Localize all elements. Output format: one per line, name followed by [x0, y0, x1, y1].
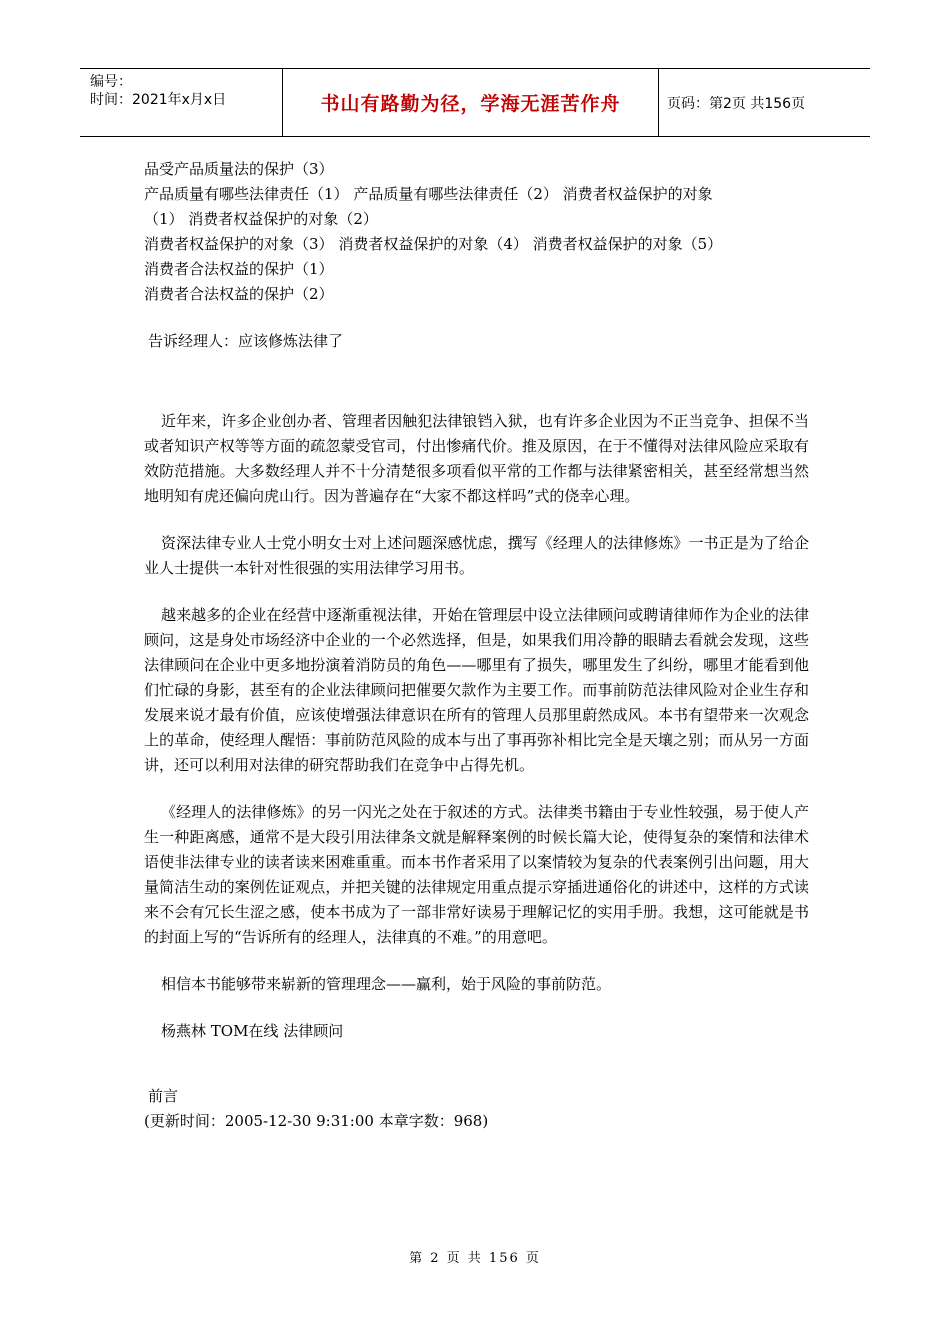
toc-line: 消费者权益保护的对象（3） 消费者权益保护的对象（4） 消费者权益保护的对象（5）: [144, 235, 723, 253]
page-header: [80, 68, 870, 137]
toc-line: 产品质量有哪些法律责任（1） 产品质量有哪些法律责任（2） 消费者权益保护的对象: [144, 185, 713, 203]
page-footer: 第 2 页 共 156 页: [409, 1251, 541, 1266]
header-motto: 书山有路勤为径，学海无涯苦作舟: [283, 69, 659, 136]
body-paragraph: 《经理人的法律修炼》的另一闪光之处在于叙述的方式。法律类书籍由于专业性较强，易于使人产生一种距离感，通常不是大段引用法律条文就是解释案例的时候长篇大论，使得复杂的案情和法律术语使非法律专业的读者读来困难重重。而本书作者采用了以案情较为复杂的代表案例引出问题，用大量简洁生动的案例佐证观点，并把关键的法律规定用重点提示穿插进通俗化的讲述中，这样的方式读来不会有冗长生涩之感，使本书成为了一部非常好读易于理解记忆的实用手册。我想，这可能就是书的封面上写的“告诉所有的经理人，法律真的不难。”的用意吧。: [144, 803, 809, 946]
toc-line: 品受产品质量法的保护（3）: [144, 160, 334, 178]
toc-line: 消费者合法权益的保护（1）: [144, 260, 334, 278]
header-meta: [80, 69, 283, 136]
document-time-label: 时间：2021年x月x日: [90, 92, 227, 108]
section-title: 告诉经理人：应该修炼法律了: [148, 332, 344, 350]
toc-line: （1） 消费者权益保护的对象（2）: [144, 210, 378, 228]
update-info: (更新时间：2005-12-30 9:31:00 本章字数：968): [144, 1112, 489, 1130]
body-paragraph: 近年来，许多企业创办者、管理者因触犯法律锒铛入狱，也有许多企业因为不正当竞争、担保不当或者知识产权等等方面的疏忽蒙受官司，付出惨痛代价。推及原因，在于不懂得对法律风险应采取有效防范措施。大多数经理人并不十分清楚很多项看似平常的工作都与法律紧密相关，甚至经常想当然地明知有虎还偏向虎山行。因为普遍存在“大家不都这样吗”式的侥幸心理。: [144, 412, 809, 505]
body-paragraph: 相信本书能够带来崭新的管理理念——赢利，始于风险的事前防范。: [161, 975, 612, 993]
header-page-number: 页码：第2页 共156页: [667, 95, 806, 112]
body-paragraph: 越来越多的企业在经营中逐渐重视法律，开始在管理层中设立法律顾问或聘请律师作为企业的法律顾问，这是身处市场经济中企业的一个必然选择，但是，如果我们用冷静的眼睛去看就会发现，这些法律顾问在企业中更多地扮演着消防员的角色——哪里有了损失，哪里发生了纠纷，哪里才能看到他们忙碌的身影，甚至有的企业法律顾问把催要欠款作为主要工作。而事前防范法律风险对企业生存和发展来说才最有价值，应该使增强法律意识在所有的管理人员那里蔚然成风。本书有望带来一次观念上的革命，使经理人醒悟：事前防范风险的成本与出了事再弥补相比完全是天壤之别；而从另一方面讲，还可以利用对法律的研究帮助我们在竞争中占得先机。: [144, 606, 809, 774]
document-number-label: 编号：: [90, 74, 132, 90]
preface-title: 前言: [148, 1087, 179, 1105]
document-body: [144, 157, 809, 1134]
body-paragraph: 资深法律专业人士党小明女士对上述问题深感忧虑，撰写《经理人的法律修炼》一书正是为了给企业人士提供一本针对性很强的实用法律学习用书。: [144, 534, 809, 577]
signature: 杨燕林 TOM在线 法律顾问: [161, 1022, 344, 1040]
toc-line: 消费者合法权益的保护（2）: [144, 285, 334, 303]
